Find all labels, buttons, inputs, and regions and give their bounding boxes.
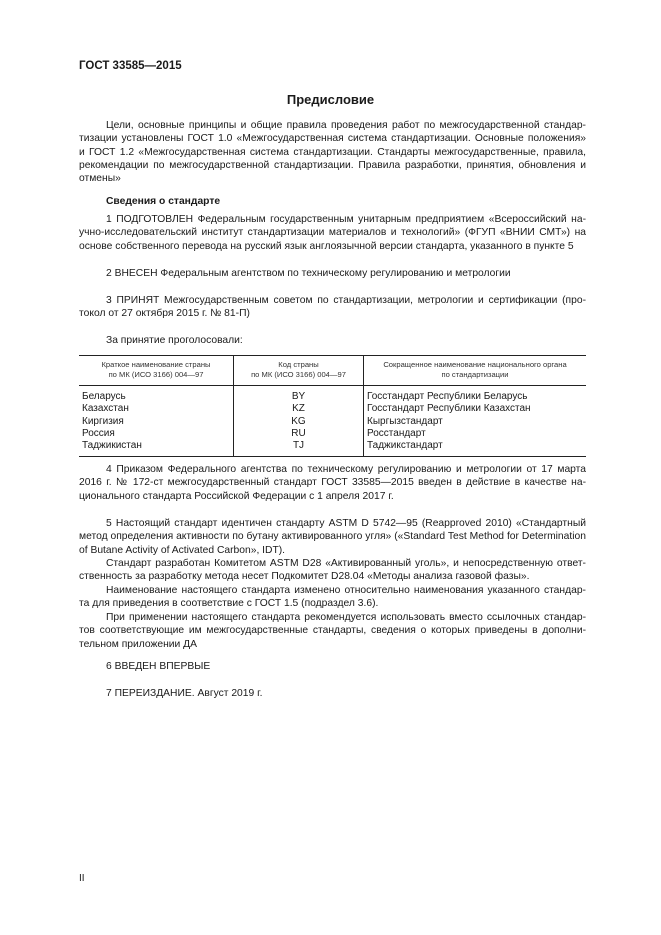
voting-table <box>79 355 586 457</box>
header-line: Краткое наименование страны <box>101 360 211 369</box>
cell-country: Россия <box>79 428 234 440</box>
header-line: по МК (ИСО 3166) 004—97 <box>108 370 204 379</box>
text-line: тельном приложении ДА <box>79 638 198 650</box>
table-header-code <box>234 356 364 386</box>
text-line: токол от 27 октября 2015 г. № 81-П) <box>79 308 250 320</box>
text-line: of Butane Activity of Activated Carbon», IDT). <box>79 544 286 556</box>
intro-paragraph <box>79 119 586 185</box>
text-line: 6 ВВЕДЕН ВПЕРВЫЕ <box>106 661 211 672</box>
cell-country: Беларусь <box>79 386 234 404</box>
cell-body: Кыргызстандарт <box>367 415 443 427</box>
header-line: Код страны <box>278 360 319 369</box>
item-1-paragraph <box>79 213 586 253</box>
text-line: При применении настоящего стандарта рекомендуется использовать вместо ссылочных стандар- <box>106 612 586 623</box>
cell-code: RU <box>234 428 364 440</box>
text-line: 2 ВНЕСЕН Федеральным агентством по техническому регулированию и метрологии <box>106 268 511 279</box>
item-6-paragraph <box>79 660 586 673</box>
cell-body: Госстандарт Республики Казахстан <box>367 403 531 415</box>
text-line: Наименование настоящего стандарта изменено относительно наименования указанного стандар- <box>106 585 586 596</box>
text-line: тизации установлены ГОСТ 1.0 «Межгосударственная система стандартизации. Основные положения» <box>79 133 586 145</box>
text-line: Стандарт разработан Комитетом ASTM D28 «Активированный уголь», и непосредственную ответ- <box>106 558 586 569</box>
item-4-paragraph <box>79 463 586 503</box>
item-3-paragraph <box>79 294 586 321</box>
text-line: 5 Настоящий стандарт идентичен стандарту ASTM D 5742—95 (Reapproved 2010) «Стандартный <box>106 518 586 529</box>
text-line: метод определения активности по бутану активированного угля» («Standard Test Method for Determination <box>79 531 586 543</box>
item-5-developer-paragraph <box>79 557 586 584</box>
vote-label <box>79 334 586 347</box>
text-line: За принятие проголосовали: <box>106 335 243 346</box>
table-row <box>79 428 586 440</box>
cell-body: Госстандарт Республики Беларусь <box>367 391 528 402</box>
cell-code: BY <box>234 386 364 404</box>
item-5-references-paragraph <box>79 611 586 651</box>
document-code: ГОСТ 33585—2015 <box>79 60 182 72</box>
cell-country: Киргизия <box>79 416 234 428</box>
text-line: 2016 г. № 172-ст межгосударственный стандарт ГОСТ 33585—2015 введен в действие в качестве на- <box>79 477 586 489</box>
item-5-paragraph <box>79 517 586 557</box>
item-7-paragraph <box>79 687 586 700</box>
section-subheading: Сведения о стандарте <box>106 196 221 207</box>
table-row <box>79 403 586 415</box>
cell-code: KZ <box>234 403 364 415</box>
table-row <box>79 416 586 428</box>
cell-country: Таджикистан <box>79 440 234 457</box>
text-line: 4 Приказом Федерального агентства по техническому регулированию и метрологии от 17 марта <box>106 464 586 475</box>
text-line: и ГОСТ 1.2 «Межгосударственная система стандартизации. Стандарты межгосударственные, правила, <box>79 146 586 158</box>
cell-body: Таджикстандарт <box>367 440 443 452</box>
cell-country: Казахстан <box>79 403 234 415</box>
item-5-name-paragraph <box>79 584 586 611</box>
cell-code: TJ <box>234 440 364 457</box>
table-header-row <box>79 356 586 386</box>
table-row <box>79 386 586 404</box>
text-line: тов соответствующие им межгосударственные стандарты, сведения о которых приведены в дополни- <box>79 625 586 637</box>
text-line: основе собственного перевода на русский язык англоязычной версии стандарта, указанного в пункте 5 <box>79 240 574 252</box>
table-row <box>79 440 586 457</box>
text-line: ственность за разработку метода несет Подкомитет D28.04 «Методы анализа газовой фазы». <box>79 571 530 583</box>
cell-body: Росстандарт <box>367 427 426 439</box>
text-line: ционального стандарта Российской Федерации с 1 апреля 2017 г. <box>79 490 394 502</box>
header-line: Сокращенное наименование национального органа <box>383 360 567 369</box>
text-line: Цели, основные принципы и общие правила проведения работ по межгосударственной стандар- <box>106 120 586 131</box>
table-header-body <box>364 356 587 386</box>
text-line: та для приведения в соответствие с ГОСТ 1.5 (подраздел 3.6). <box>79 598 379 610</box>
header-line: по стандартизации <box>441 370 509 379</box>
text-line: 1 ПОДГОТОВЛЕН Федеральным государственным унитарным предприятием «Всероссийский на- <box>106 214 586 225</box>
cell-code: KG <box>234 416 364 428</box>
page-title: Предисловие <box>286 92 375 107</box>
page-number: II <box>79 873 85 884</box>
text-line: рекомендации по межгосударственной стандартизации. Правила разработки, принятия, обновления и <box>79 159 586 171</box>
table-header-country <box>79 356 234 386</box>
text-line: 7 ПЕРЕИЗДАНИЕ. Август 2019 г. <box>106 688 263 699</box>
item-2-paragraph <box>79 267 586 280</box>
header-line: по МК (ИСО 3166) 004—97 <box>251 370 346 379</box>
text-line: отмены» <box>79 173 121 185</box>
text-line: учно-исследовательский институт стандартизации материалов и технологий» (ФГУП «ВНИИ СМТ») на <box>79 227 586 239</box>
text-line: 3 ПРИНЯТ Межгосударственным советом по стандартизации, метрологии и сертификации (про- <box>106 295 586 306</box>
